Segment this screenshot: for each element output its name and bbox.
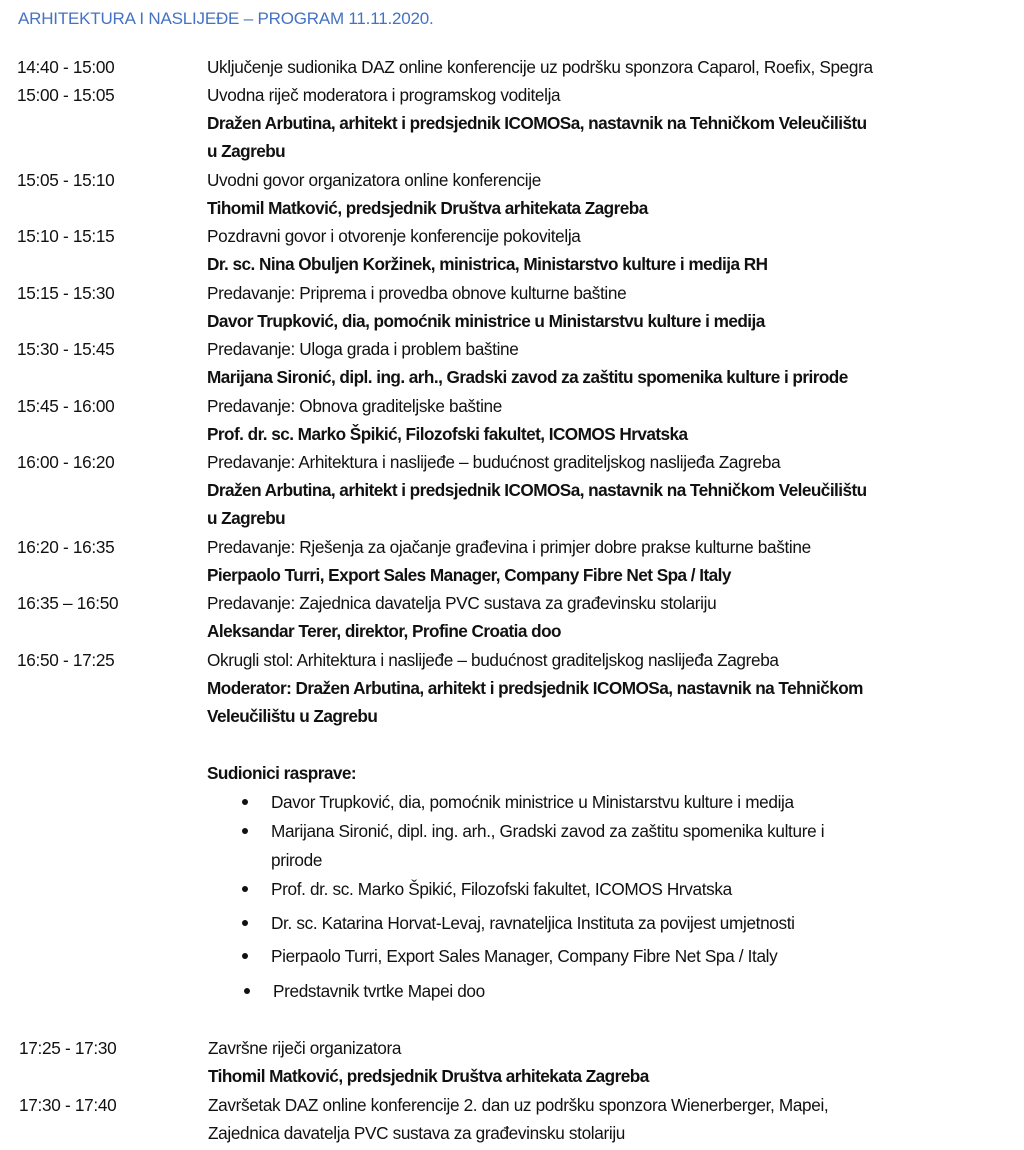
bullet-icon [244,988,250,994]
speaker: Dražen Arbutina, arhitekt i predsjednik ICOMOSa, nastavnik na Tehničkom Veleučilištu [207,113,867,133]
time-slot: 15:05 - 15:10 [17,170,115,190]
speaker: Dražen Arbutina, arhitekt i predsjednik ICOMOSa, nastavnik na Tehničkom Veleučilištu [207,480,867,500]
session-title: Pozdravni govor i otvorenje konferencije pokovitelja [207,226,581,246]
time-slot: 15:45 - 16:00 [17,396,115,416]
time-slot: 15:15 - 15:30 [17,283,115,303]
participant: Prof. dr. sc. Marko Špikić, Filozofski fakultet, ICOMOS Hrvatska [271,879,732,899]
speaker: Tihomil Matković, predsjednik Društva arhitekata Zagreba [208,1066,649,1086]
time-slot: 16:35 – 16:50 [17,593,119,613]
time-slot: 16:20 - 16:35 [17,537,115,557]
speaker: u Zagrebu [207,141,286,161]
session-title: Predavanje: Priprema i provedba obnove kulturne baštine [207,283,627,303]
time-slot: 15:30 - 15:45 [17,339,115,359]
session-title: Zajednica davatelja PVC sustava za građevinsku stolariju [208,1123,626,1143]
speaker: u Zagrebu [207,508,286,528]
session-title: Predavanje: Uloga grada i problem baštine [207,339,519,359]
bullet-icon [242,920,248,926]
time-slot: 17:25 - 17:30 [19,1038,117,1058]
participant-continued: prirode [271,850,323,870]
document-title: ARHITEKTURA I NASLIJEĐE – PROGRAM 11.11.2020. [18,9,434,28]
speaker: Aleksandar Terer, direktor, Profine Croatia doo [207,621,561,641]
session-title: Predavanje: Obnova graditeljske baštine [207,396,502,416]
speaker: Tihomil Matković, predsjednik Društva arhitekata Zagreba [207,198,648,218]
session-title: Uključenje sudionika DAZ online konferencije uz podršku sponzora Caparol, Roefix, Spegra [207,57,873,77]
time-slot: 16:50 - 17:25 [17,650,115,670]
session-title: Završne riječi organizatora [208,1038,402,1058]
speaker: Prof. dr. sc. Marko Špikić, Filozofski fakultet, ICOMOS Hrvatska [207,424,688,444]
speaker: Pierpaolo Turri, Export Sales Manager, Company Fibre Net Spa / Italy [207,565,731,585]
participant: Marijana Sironić, dipl. ing. arh., Gradski zavod za zaštitu spomenika kulture i [271,821,825,841]
session-title: Uvodni govor organizatora online konferencije [207,170,541,190]
participant: Predstavnik tvrtke Mapei doo [273,981,485,1001]
participant: Davor Trupković, dia, pomoćnik ministrice u Ministarstvu kulture i medija [271,792,794,812]
session-title: Uvodna riječ moderatora i programskog voditelja [207,85,561,105]
speaker: Davor Trupković, dia, pomoćnik ministrice u Ministarstvu kulture i medija [207,311,765,331]
time-slot: 16:00 - 16:20 [17,452,115,472]
bullet-icon [242,886,248,892]
moderator: Moderator: Dražen Arbutina, arhitekt i predsjednik ICOMOSa, nastavnik na Tehničkom [207,678,863,698]
bullet-icon [242,953,248,959]
participant: Pierpaolo Turri, Export Sales Manager, Company Fibre Net Spa / Italy [271,946,778,966]
speaker: Dr. sc. Nina Obuljen Koržinek, ministrica, Ministarstvo kulture i medija RH [207,254,768,274]
session-title: Predavanje: Rješenja za ojačanje građevina i primjer dobre prakse kulturne baštine [207,537,811,557]
session-title: Završetak DAZ online konferencije 2. dan uz podršku sponzora Wienerberger, Mapei, [208,1095,829,1115]
time-slot: 15:00 - 15:05 [17,85,115,105]
session-title: Predavanje: Arhitektura i naslijeđe – budućnost graditeljskog naslijeđa Zagreba [207,452,781,472]
session-title: Predavanje: Zajednica davatelja PVC sustava za građevinsku stolariju [207,593,717,613]
participant: Dr. sc. Katarina Horvat-Levaj, ravnateljica Instituta za povijest umjetnosti [271,913,795,933]
time-slot: 17:30 - 17:40 [19,1095,117,1115]
bullet-icon [242,799,248,805]
time-slot: 15:10 - 15:15 [17,226,115,246]
speaker: Marijana Sironić, dipl. ing. arh., Gradski zavod za zaštitu spomenika kulture i prirode [207,367,848,387]
session-title: Okrugli stol: Arhitektura i naslijeđe – budućnost graditeljskog naslijeđa Zagreba [207,650,779,670]
bullet-icon [242,828,248,834]
participants-heading: Sudionici rasprave: [207,763,357,783]
time-slot: 14:40 - 15:00 [17,57,115,77]
moderator: Veleučilištu u Zagrebu [207,706,378,726]
